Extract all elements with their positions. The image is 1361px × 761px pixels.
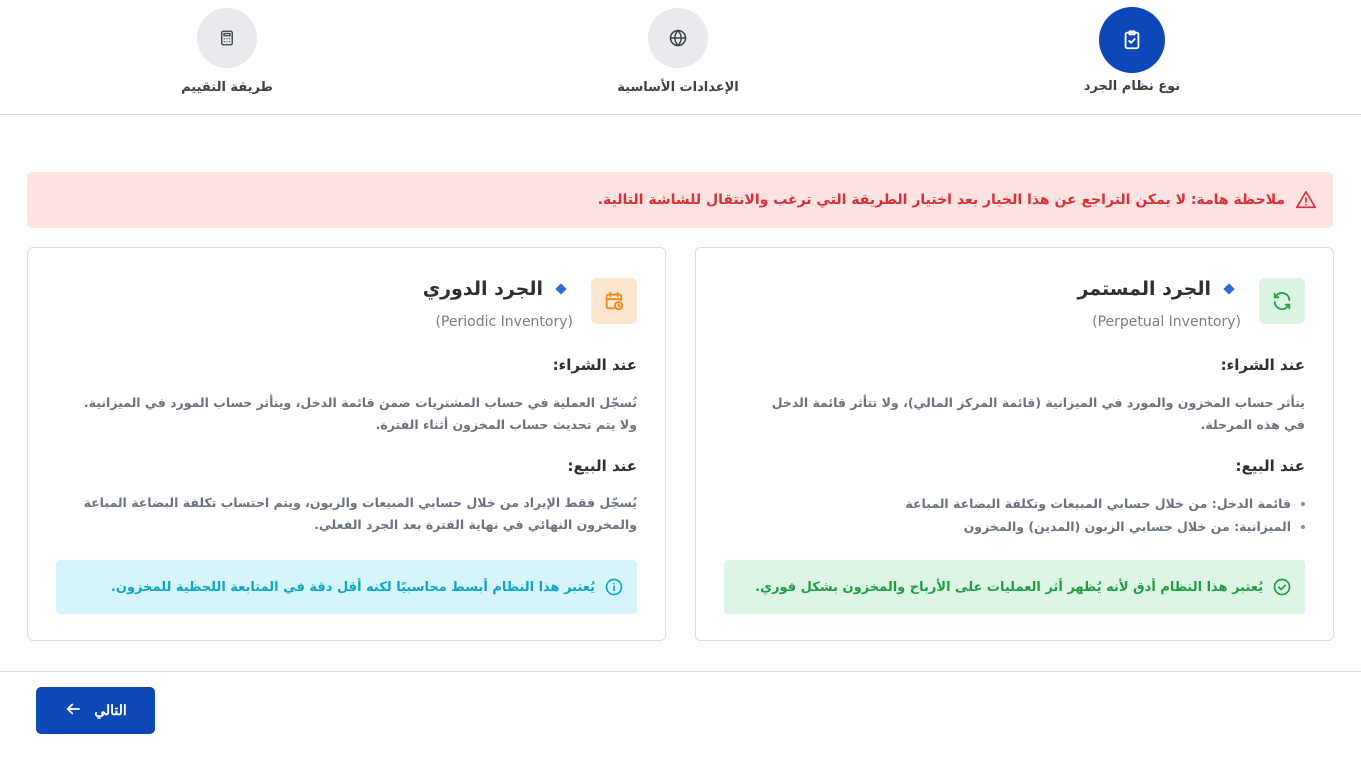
calendar-clock-icon <box>591 278 637 324</box>
diamond-bullet-icon <box>555 283 566 294</box>
periodic-note <box>56 560 637 614</box>
note-text: يُعتبر هذا النظام أدق لأنه يُظهر أثر العمليات على الأرباح والمخزون بشكل فوري. <box>755 579 1263 595</box>
card-title: الجرد الدوري <box>422 278 543 300</box>
warning-text: ملاحظة هامة: لا يمكن التراجع عن هذا الخيار بعد اختيار الطريقة التي ترغب والانتقال للشاشة التالية. <box>597 192 1285 208</box>
note-text: يُعتبر هذا النظام أبسط محاسبيًا لكنه أقل دقة في المتابعة اللحظية للمخزون. <box>110 579 595 595</box>
purchase-text: يتأثر حساب المخزون والمورد في الميزانية (قائمة المركز المالي)، ولا تتأثر قائمة الدخل في هذه المرحلة. <box>771 395 1305 432</box>
wizard-stepper <box>0 0 1361 115</box>
list-item <box>905 515 1305 538</box>
perpetual-inventory-card[interactable] <box>695 247 1334 641</box>
next-button[interactable] <box>36 687 155 734</box>
bullet-dot <box>1301 502 1305 506</box>
sale-text: يُسجّل فقط الإيراد من خلال حسابي المبيعات والزبون، ويتم احتساب تكلفة البضاعة المباعة والمخزون النهائي في نهاية الفترة بعد الجرد الفعلي. <box>83 495 637 532</box>
periodic-inventory-card[interactable] <box>27 247 666 641</box>
warning-triangle-icon <box>1293 187 1319 213</box>
info-circle-icon <box>603 576 625 598</box>
card-title-row <box>423 278 565 300</box>
step-label: الإعدادات الأساسية <box>617 80 739 95</box>
step-basic-settings[interactable] <box>578 8 778 95</box>
card-title: الجرد المستمر <box>1077 278 1211 300</box>
warning-banner <box>27 172 1333 228</box>
purchase-heading: عند الشراء: <box>1220 356 1305 374</box>
bullet-dot <box>1301 525 1305 529</box>
step-valuation-method[interactable] <box>127 8 327 95</box>
card-title-row <box>1077 278 1233 300</box>
diamond-bullet-icon <box>1223 283 1234 294</box>
step-label: نوع نظام الجرد <box>1083 79 1181 94</box>
card-subtitle: (Perpetual Inventory) <box>1092 314 1241 330</box>
calculator-icon <box>197 8 257 68</box>
next-button-label: التالي <box>94 702 127 718</box>
perpetual-note <box>724 560 1305 614</box>
list-item <box>905 492 1305 515</box>
check-circle-icon <box>1271 576 1293 598</box>
purchase-heading: عند الشراء: <box>552 356 637 374</box>
footer-divider <box>0 671 1361 672</box>
sale-list <box>905 492 1305 538</box>
clipboard-check-icon <box>1099 7 1165 73</box>
globe-icon <box>648 8 708 68</box>
purchase-text: تُسجّل العملية في حساب المشتريات ضمن قائمة الدخل، ويتأثر حساب المورد في الميزانية. ولا يتم تحديث حساب المخزون أثناء الفترة. <box>83 395 637 432</box>
card-subtitle: (Periodic Inventory) <box>435 314 573 330</box>
step-label: طريقة التقييم <box>181 80 273 95</box>
arrow-left-icon <box>64 700 82 721</box>
refresh-icon <box>1259 278 1305 324</box>
step-inventory-type[interactable] <box>1032 8 1232 94</box>
list-item-text: قائمة الدخل: من خلال حسابي المبيعات وتكلفة البضاعة المباعة <box>905 496 1291 511</box>
sale-heading: عند البيع: <box>1235 457 1305 475</box>
list-item-text: الميزانية: من خلال حسابي الزبون (المدين) والمخزون <box>963 519 1291 534</box>
sale-heading: عند البيع: <box>567 457 637 475</box>
